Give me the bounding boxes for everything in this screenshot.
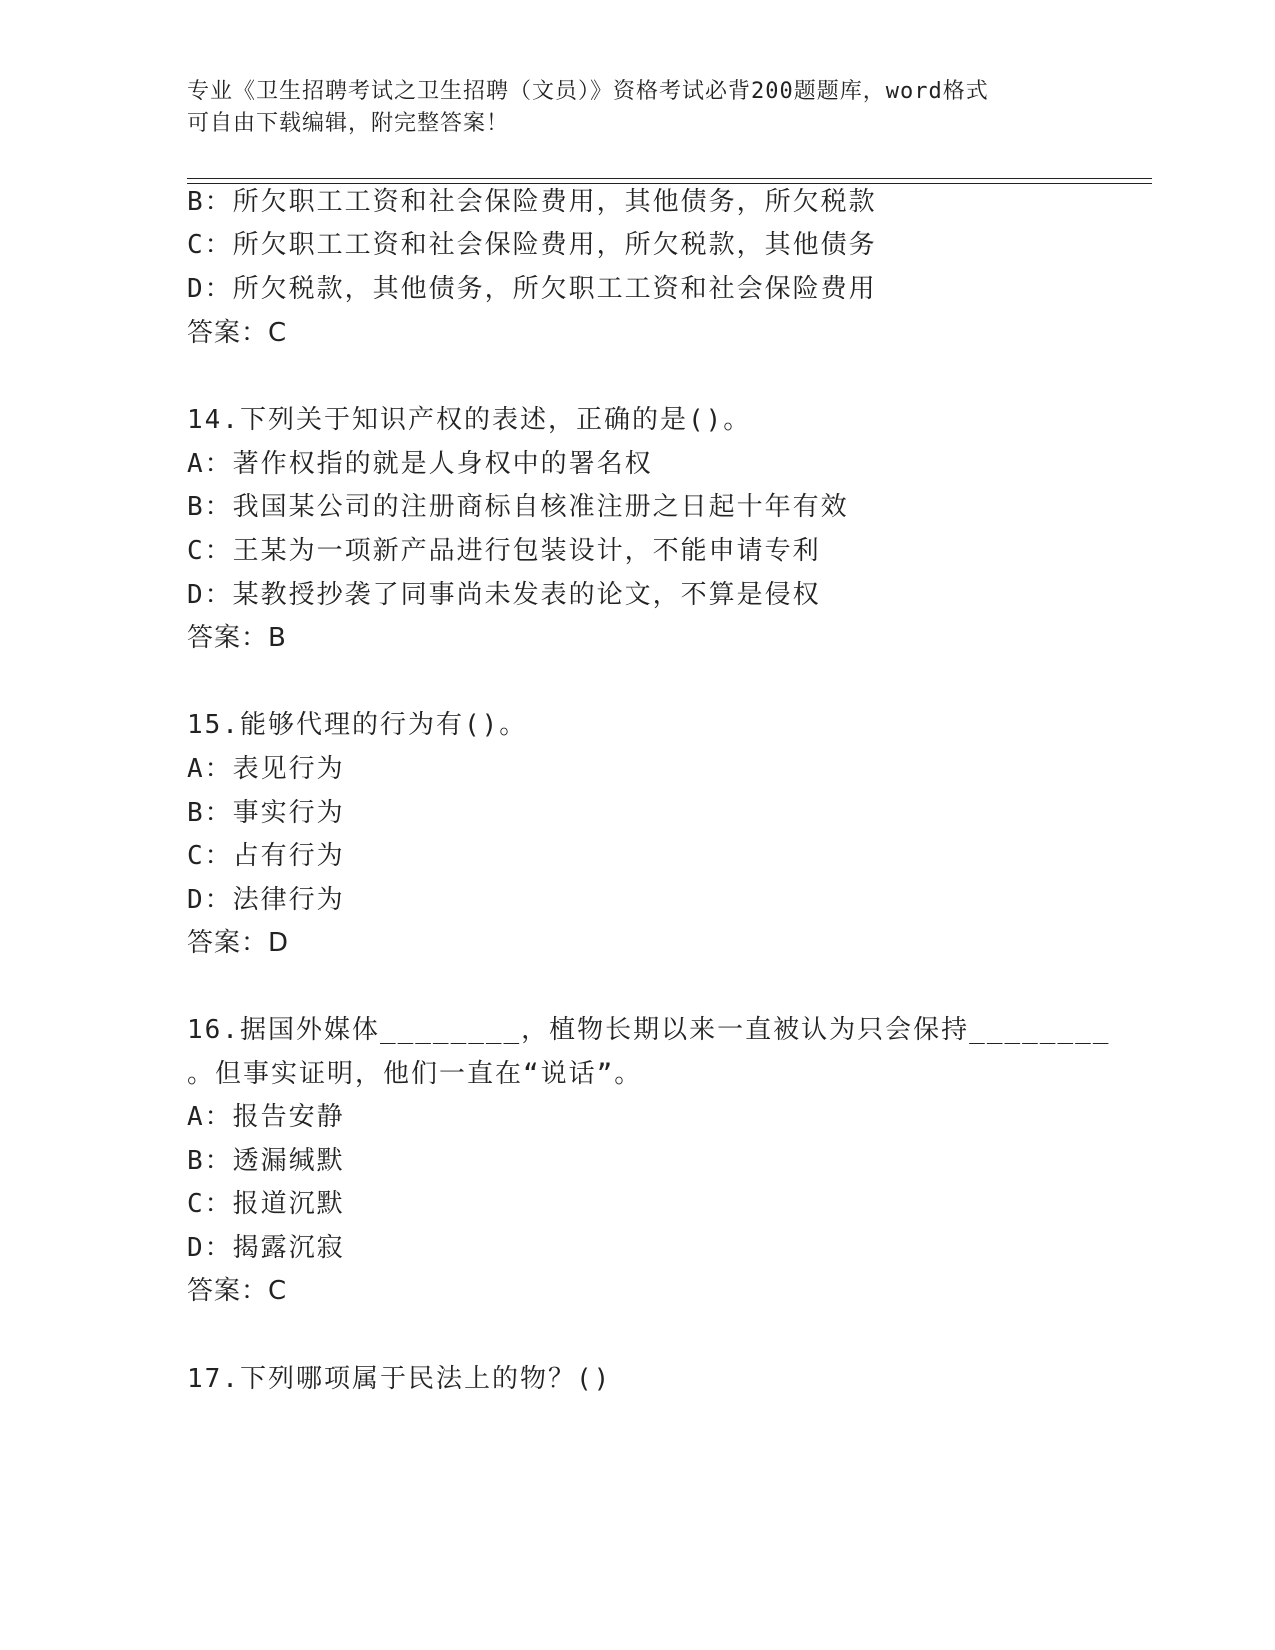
q17-stem: 17.下列哪项属于民法上的物？() — [187, 1364, 612, 1394]
q16-answer: 答案：C — [187, 1276, 288, 1306]
header-title-line-1: 专业《卫生招聘考试之卫生招聘（文员）》资格考试必背200题题库，word格式 — [187, 79, 989, 104]
q16-option-b: B：透漏缄默 — [187, 1146, 345, 1176]
q16-option-d: D：揭露沉寂 — [187, 1233, 345, 1263]
q16-option-a: A：报告安静 — [187, 1102, 345, 1132]
q14-option-d: D：某教授抄袭了同事尚未发表的论文，不算是侵权 — [187, 580, 821, 610]
header-divider-bottom — [187, 183, 1152, 184]
q13-option-c: C：所欠职工工资和社会保险费用，所欠税款，其他债务 — [187, 230, 877, 260]
document-header — [187, 76, 1067, 140]
q15-stem: 15.能够代理的行为有()。 — [187, 710, 528, 740]
q16-stem-line-1: 16.据国外媒体________，植物长期以来一直被认为只会保持________ — [187, 1015, 1111, 1045]
q14-answer: 答案：B — [187, 623, 287, 653]
header-title-line-2: 可自由下载编辑，附完整答案！ — [187, 111, 510, 136]
header-divider-top — [187, 178, 1152, 179]
q16-option-c: C：报道沉默 — [187, 1189, 345, 1219]
q14-option-a: A：著作权指的就是人身权中的署名权 — [187, 449, 653, 479]
q15-option-b: B：事实行为 — [187, 798, 345, 828]
q14-option-b: B：我国某公司的注册商标自核准注册之日起十年有效 — [187, 492, 849, 522]
q14-stem: 14.下列关于知识产权的表述，正确的是()。 — [187, 405, 752, 435]
q15-option-a: A：表见行为 — [187, 754, 345, 784]
q13-option-b: B：所欠职工工资和社会保险费用，其他债务，所欠税款 — [187, 187, 877, 217]
q15-option-d: D：法律行为 — [187, 885, 345, 915]
q14-option-c: C：王某为一项新产品进行包装设计，不能申请专利 — [187, 536, 821, 566]
q13-option-d: D：所欠税款，其他债务，所欠职工工资和社会保险费用 — [187, 274, 877, 304]
q13-answer: 答案：C — [187, 318, 288, 348]
q15-option-c: C：占有行为 — [187, 841, 345, 871]
q16-stem-line-2: 。但事实证明，他们一直在“说话”。 — [187, 1059, 643, 1089]
q15-answer: 答案：D — [187, 928, 290, 958]
